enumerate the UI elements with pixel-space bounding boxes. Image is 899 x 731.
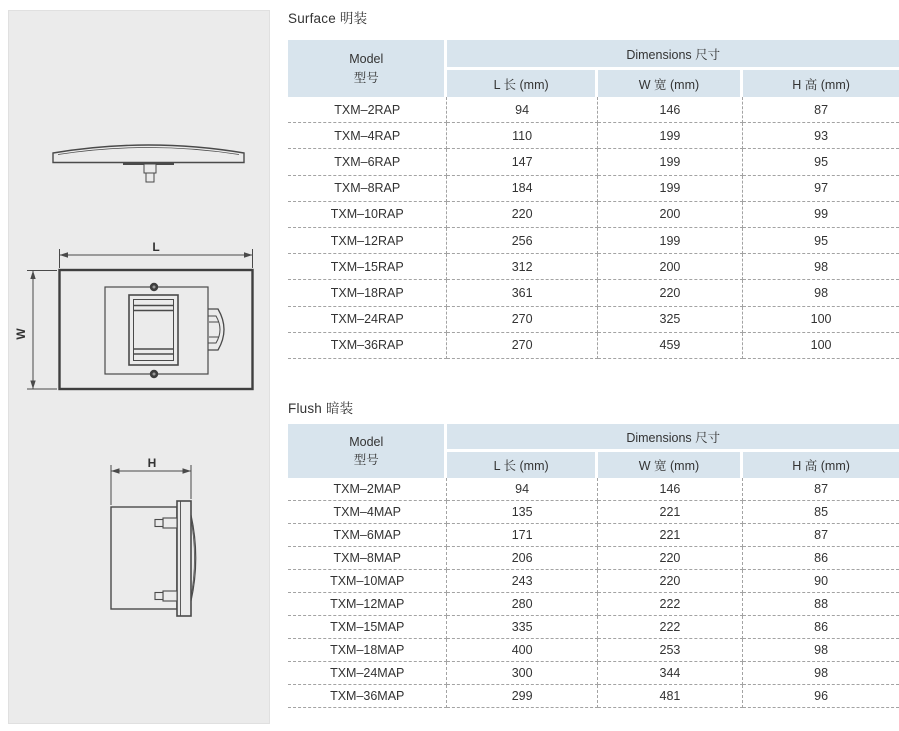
length-cell: 256	[447, 228, 597, 254]
length-cell: 312	[447, 254, 597, 280]
height-cell: 96	[743, 685, 899, 708]
width-cell: 253	[598, 639, 743, 662]
width-column-header: W 宽 (mm)	[598, 70, 743, 97]
table-row	[288, 280, 899, 306]
flush-dimensions-table	[288, 424, 899, 708]
drawings-panel	[8, 10, 270, 724]
length-cell: 361	[447, 280, 597, 306]
dimensions-group-header: Dimensions 尺寸	[447, 424, 899, 452]
table-row	[288, 123, 899, 149]
length-cell: 220	[447, 202, 597, 228]
table-row	[288, 149, 899, 175]
length-cell: 299	[447, 685, 597, 708]
height-cell: 99	[743, 202, 899, 228]
model-cell: TXM–2RAP	[288, 97, 447, 123]
model-cell: TXM–15RAP	[288, 254, 447, 280]
table-row	[288, 333, 899, 359]
width-cell: 220	[598, 547, 743, 570]
cover-profile-drawing	[45, 137, 253, 201]
height-dim-label: H	[147, 456, 157, 470]
height-cell: 86	[743, 616, 899, 639]
model-label-en: Model	[349, 434, 384, 449]
width-cell: 221	[598, 524, 743, 547]
model-label-cn: 型号	[353, 70, 379, 85]
table-row	[288, 524, 899, 547]
length-cell: 270	[447, 307, 597, 333]
dimensions-group-header: Dimensions 尺寸	[447, 40, 899, 70]
model-column-header	[288, 40, 447, 97]
model-cell: TXM–4MAP	[288, 501, 447, 524]
height-cell: 85	[743, 501, 899, 524]
width-cell: 200	[598, 202, 743, 228]
model-cell: TXM–18MAP	[288, 639, 447, 662]
width-cell: 221	[598, 501, 743, 524]
model-cell: TXM–2MAP	[288, 478, 447, 501]
model-cell: TXM–12MAP	[288, 593, 447, 616]
width-cell: 220	[598, 280, 743, 306]
model-cell: TXM–10RAP	[288, 202, 447, 228]
side-view-drawing	[101, 453, 213, 638]
height-cell: 86	[743, 547, 899, 570]
height-cell: 98	[743, 662, 899, 685]
model-column-header	[288, 424, 447, 478]
width-cell: 146	[598, 97, 743, 123]
height-cell: 100	[743, 307, 899, 333]
height-column-header: H 高 (mm)	[743, 70, 899, 97]
width-cell: 220	[598, 570, 743, 593]
height-cell: 93	[743, 123, 899, 149]
height-cell: 87	[743, 524, 899, 547]
length-cell: 280	[447, 593, 597, 616]
table-header	[288, 40, 899, 97]
table-row	[288, 307, 899, 333]
model-cell: TXM–4RAP	[288, 123, 447, 149]
surface-section	[288, 10, 899, 359]
length-cell: 147	[447, 149, 597, 175]
length-cell: 243	[447, 570, 597, 593]
table-body	[288, 478, 899, 708]
table-row	[288, 228, 899, 254]
table-header	[288, 424, 899, 478]
table-row	[288, 616, 899, 639]
model-cell: TXM–8RAP	[288, 176, 447, 202]
table-body	[288, 97, 899, 359]
width-cell: 199	[598, 176, 743, 202]
height-cell: 88	[743, 593, 899, 616]
table-row	[288, 501, 899, 524]
height-cell: 98	[743, 639, 899, 662]
table-row	[288, 478, 899, 501]
model-cell: TXM–10MAP	[288, 570, 447, 593]
model-cell: TXM–24RAP	[288, 307, 447, 333]
length-dim-label: L	[152, 240, 160, 254]
width-cell: 344	[598, 662, 743, 685]
width-column-header: W 宽 (mm)	[598, 452, 743, 478]
model-cell: TXM–6RAP	[288, 149, 447, 175]
model-label-cn: 型号	[353, 453, 379, 467]
length-column-header: L 长 (mm)	[447, 70, 597, 97]
length-cell: 270	[447, 333, 597, 359]
model-cell: TXM–36RAP	[288, 333, 447, 359]
length-cell: 94	[447, 97, 597, 123]
model-label-en: Model	[349, 52, 384, 67]
height-cell: 97	[743, 176, 899, 202]
length-cell: 184	[447, 176, 597, 202]
table-row	[288, 176, 899, 202]
table-row	[288, 97, 899, 123]
table-row	[288, 547, 899, 570]
table-row	[288, 570, 899, 593]
height-cell: 90	[743, 570, 899, 593]
width-cell: 325	[598, 307, 743, 333]
height-cell: 98	[743, 280, 899, 306]
length-cell: 300	[447, 662, 597, 685]
width-cell: 199	[598, 123, 743, 149]
model-cell: TXM–24MAP	[288, 662, 447, 685]
model-cell: TXM–12RAP	[288, 228, 447, 254]
length-column-header: L 长 (mm)	[447, 452, 597, 478]
length-cell: 110	[447, 123, 597, 149]
model-cell: TXM–8MAP	[288, 547, 447, 570]
width-cell: 222	[598, 616, 743, 639]
width-dim-label: W	[14, 328, 28, 340]
model-cell: TXM–15MAP	[288, 616, 447, 639]
width-cell: 199	[598, 149, 743, 175]
table-row	[288, 254, 899, 280]
height-cell: 98	[743, 254, 899, 280]
surface-table-title: Surface 明装	[288, 11, 368, 26]
flush-section	[288, 400, 899, 708]
model-cell: TXM–6MAP	[288, 524, 447, 547]
surface-dimensions-table	[288, 40, 899, 359]
length-cell: 135	[447, 501, 597, 524]
height-cell: 87	[743, 97, 899, 123]
width-cell: 200	[598, 254, 743, 280]
height-cell: 100	[743, 333, 899, 359]
table-row	[288, 685, 899, 708]
length-cell: 400	[447, 639, 597, 662]
width-cell: 222	[598, 593, 743, 616]
flush-table-title: Flush 暗装	[288, 401, 354, 416]
table-row	[288, 202, 899, 228]
length-cell: 335	[447, 616, 597, 639]
length-cell: 94	[447, 478, 597, 501]
model-cell: TXM–18RAP	[288, 280, 447, 306]
height-cell: 87	[743, 478, 899, 501]
height-column-header: H 高 (mm)	[743, 452, 899, 478]
model-cell: TXM–36MAP	[288, 685, 447, 708]
table-row	[288, 662, 899, 685]
table-row	[288, 593, 899, 616]
width-cell: 199	[598, 228, 743, 254]
width-cell: 459	[598, 333, 743, 359]
length-cell: 206	[447, 547, 597, 570]
width-cell: 481	[598, 685, 743, 708]
length-cell: 171	[447, 524, 597, 547]
table-row	[288, 639, 899, 662]
front-view-drawing	[14, 240, 265, 401]
width-cell: 146	[598, 478, 743, 501]
height-cell: 95	[743, 228, 899, 254]
height-cell: 95	[743, 149, 899, 175]
